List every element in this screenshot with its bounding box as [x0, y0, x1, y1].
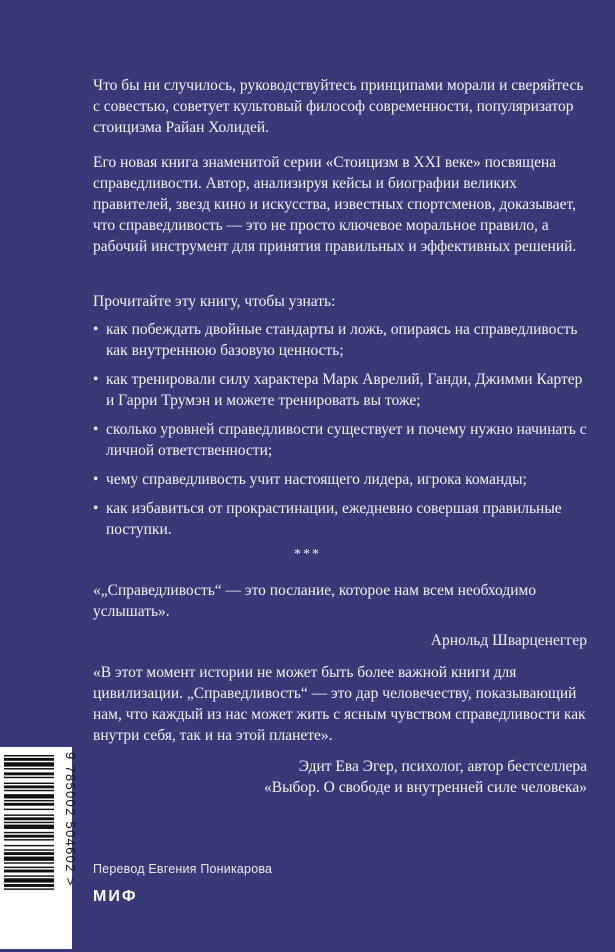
barcode-bar	[4, 785, 54, 788]
list-item: • чему справедливость учит настоящего лидера, игрока команды;	[93, 469, 593, 490]
quote-text: «„Справедливость“ — это послание, которое нам всем необходимо услышать».	[93, 582, 537, 620]
list-item: • как тренировали силу характера Марк Аврелий, Ганди, Джимми Картер и Гарри Трумэн и можете тренировать вы тоже;	[93, 369, 593, 411]
barcode-bar	[4, 777, 54, 778]
learn-list	[93, 319, 593, 548]
barcode-bar	[4, 817, 54, 820]
barcode-bar	[4, 772, 54, 775]
barcode-bar	[4, 884, 54, 887]
barcode-bar	[4, 845, 54, 846]
list-item: • как избавиться от прокрастинации, ежедневно совершая правильные поступки.	[93, 498, 593, 540]
barcode-bar	[4, 862, 54, 863]
barcode-bar	[4, 758, 54, 761]
barcode-bar	[4, 839, 54, 840]
barcode-bar	[4, 768, 54, 769]
learn-lead: Прочитайте эту книгу, чтобы узнать:	[93, 293, 336, 310]
publisher-logo: МИФ	[93, 888, 138, 905]
barcode-bar	[4, 888, 54, 889]
barcode-bar	[4, 814, 54, 815]
quote-1	[93, 580, 587, 651]
quote-2	[93, 662, 587, 798]
quote-author: Арнольд Шварценеггер	[430, 632, 587, 649]
barcode-bar	[4, 803, 54, 806]
barcode-bar	[4, 875, 54, 876]
barcode-bar	[4, 822, 54, 823]
barcode-bar	[4, 762, 54, 766]
isbn-barcode	[0, 747, 78, 949]
intro-paragraph-1: Что бы ни случилось, руководствуйтесь принципами морали и сверяйтесь с совестью, советует культовый философ современности, популяризатор стоицизма Райан Холидей.	[93, 77, 584, 136]
barcode-bar	[4, 867, 54, 868]
section-separator: ***	[294, 547, 321, 562]
barcode-graphic	[0, 747, 78, 949]
barcode-bar	[4, 832, 54, 833]
isbn-digits: 9 785002 504602 >	[63, 752, 78, 887]
barcode-bar	[4, 794, 54, 798]
quote-author: Эдит Ева Эгер, психолог, автор бестселлера	[298, 758, 587, 775]
barcode-bar	[4, 783, 54, 784]
barcode-bar	[4, 755, 54, 756]
barcode-bar	[4, 825, 54, 829]
barcode-bar	[4, 870, 54, 873]
quote-text: «В этот момент истории не может быть более важной книги для цивилизации. „Справедливость“ — это дар человечеству, показывающий нам, что каждый из нас может жить с ясным чувством справедливости как внутри себя, так и на этой планете».	[93, 664, 586, 744]
barcode-bar	[4, 878, 54, 882]
barcode-bar	[4, 849, 54, 850]
intro-paragraph-2: Его новая книга знаменитой серии «Стоицизм в XXI веке» посвящена справедливости. Автор, анализируя кейсы и биографии великих правителей, звезд кино и искусства, известных спортсменов, доказывает, что справедливость — это не просто ключевое моральное правило, а рабочий инструмент для принятия правильных и эффективных решений.	[93, 154, 577, 255]
translator-credit: Перевод Евгения Поникарова	[93, 862, 273, 876]
quote-author-book: «Выбор. О свободе и внутренней силе человека»	[263, 779, 587, 796]
barcode-bar	[4, 852, 54, 855]
barcode-bar	[4, 835, 54, 838]
barcode-bar	[4, 800, 54, 801]
list-item: • сколько уровней справедливости существует и почему нужно начинать с личной ответственности;	[93, 419, 593, 461]
barcode-bar	[4, 809, 54, 810]
list-item: • как побеждать двойные стандарты и ложь, опираясь на справедливость как внутреннюю базовую ценность;	[93, 319, 593, 361]
barcode-bar	[4, 857, 54, 861]
barcode-bar	[4, 790, 54, 791]
